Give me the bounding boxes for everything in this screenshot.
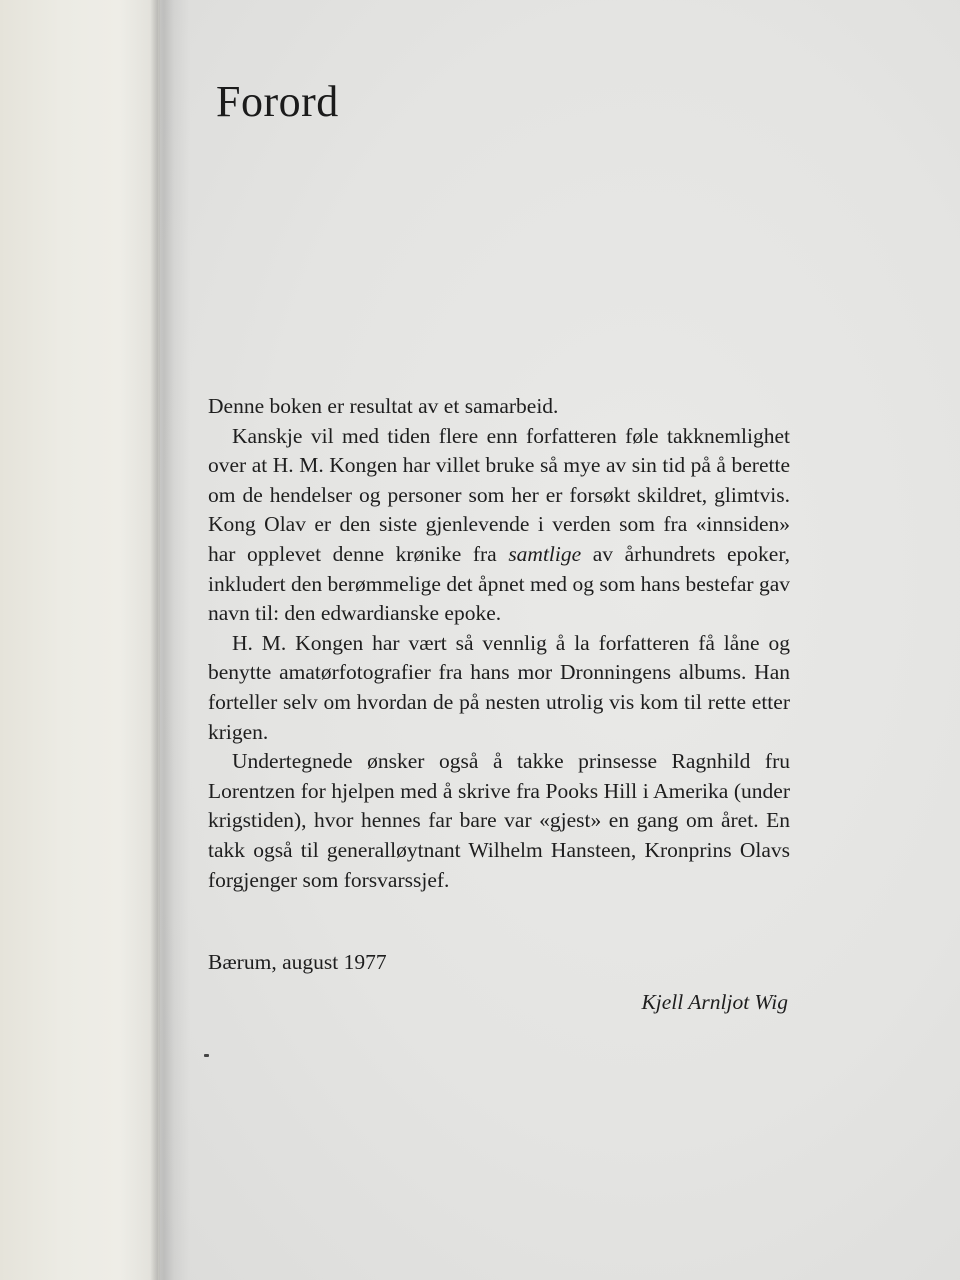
paper-speck <box>204 1054 209 1057</box>
paragraph-3: H. M. Kongen har vært så vennlig å la forfatteren få låne og benytte amatørfotografier fra hans mor Dronningens albums. Han forteller selv om hvordan de på nesten utrolig vis kom til rette etter krigen. <box>208 630 790 744</box>
paragraph-2-italic: samtlige <box>508 541 582 566</box>
foreword-body <box>208 392 790 895</box>
place-date: Bærum, august 1977 <box>208 950 387 974</box>
paragraph-2-text-b: av århundrets epoker, inkludert den berømmelige det åpnet med og som hans bestefar gav navn til: den edwardianske epoke. <box>208 541 790 626</box>
paragraph-1: Denne boken er resultat av et samarbeid. <box>208 394 559 418</box>
author-signature: Kjell Arnljot Wig <box>641 990 788 1014</box>
paragraph-2-text-a: Kanskje vil med tiden flere enn forfatteren føle takknemlighet over at H. M. Kongen har villet bruke så mye av sin tid på å berette om de hendelser og personer som her er forsøkt skildret, glimtvis. Kong Olav er den siste gjenlevende i verden som fra «innsiden» har opplevet denne krønike fra <box>208 423 790 566</box>
book-gutter <box>150 0 190 1280</box>
paragraph-4: Undertegnede ønsker også å takke prinsesse Ragnhild fru Lorentzen for hjelpen med å skrive fra Pooks Hill i Amerika (under krigstiden), hvor hennes far bare var «gjest» en gang om året. En takk også til generalløytnant Wilhelm Hansteen, Kronprins Olavs forgjenger som forsvarssjef. <box>208 749 790 892</box>
paragraph-2 <box>208 422 790 629</box>
page-title: Forord <box>216 77 339 126</box>
left-page <box>0 0 158 1280</box>
